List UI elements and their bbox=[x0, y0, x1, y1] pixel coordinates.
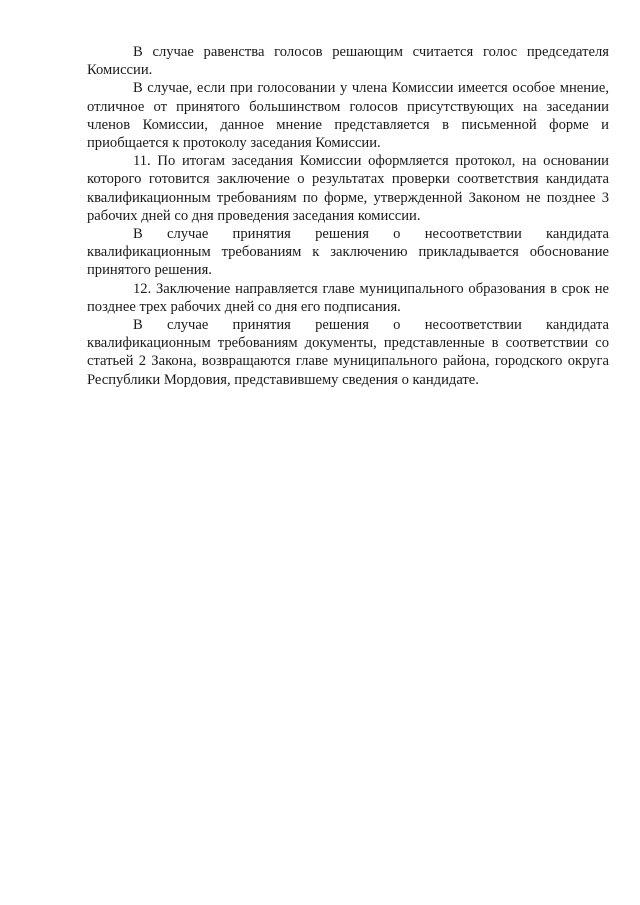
paragraph-documents-return: В случае принятия решения о несоответствии кандидата квалификационным требованиям документы, представленные в соответствии со статьей 2 Закона, возвращаются главе муниципального района, городского округа Республики Мордовия, представившему сведения о кандидате. bbox=[87, 317, 609, 388]
document-body bbox=[87, 43, 609, 389]
paragraph-item-11-protocol: 11. По итогам заседания Комиссии оформляется протокол, на основании которого готовится заключение о результатах проверки соответствия кандидата квалификационным требованиям по форме, утвержденной Законом не позднее 3 рабочих дней со дня проведения заседания комиссии. bbox=[87, 153, 609, 224]
paragraph-tie-vote: В случае равенства голосов решающим считается голос председателя Комиссии. bbox=[87, 44, 609, 79]
paragraph-dissenting-opinion: В случае, если при голосовании у члена Комиссии имеется особое мнение, отличное от принятого большинством голосов присутствующих на заседании членов Комиссии, данное мнение представляется в письменной форме и приобщается к протоколу заседания Комиссии. bbox=[87, 80, 609, 152]
paragraph-nonconformity-justification: В случае принятия решения о несоответствии кандидата квалификационным требованиям к заключению прикладывается обоснование принятого решения. bbox=[87, 226, 609, 279]
paragraph-item-12-conclusion: 12. Заключение направляется главе муниципального образования в срок не позднее трех рабочих дней со дня его подписания. bbox=[87, 280, 609, 315]
